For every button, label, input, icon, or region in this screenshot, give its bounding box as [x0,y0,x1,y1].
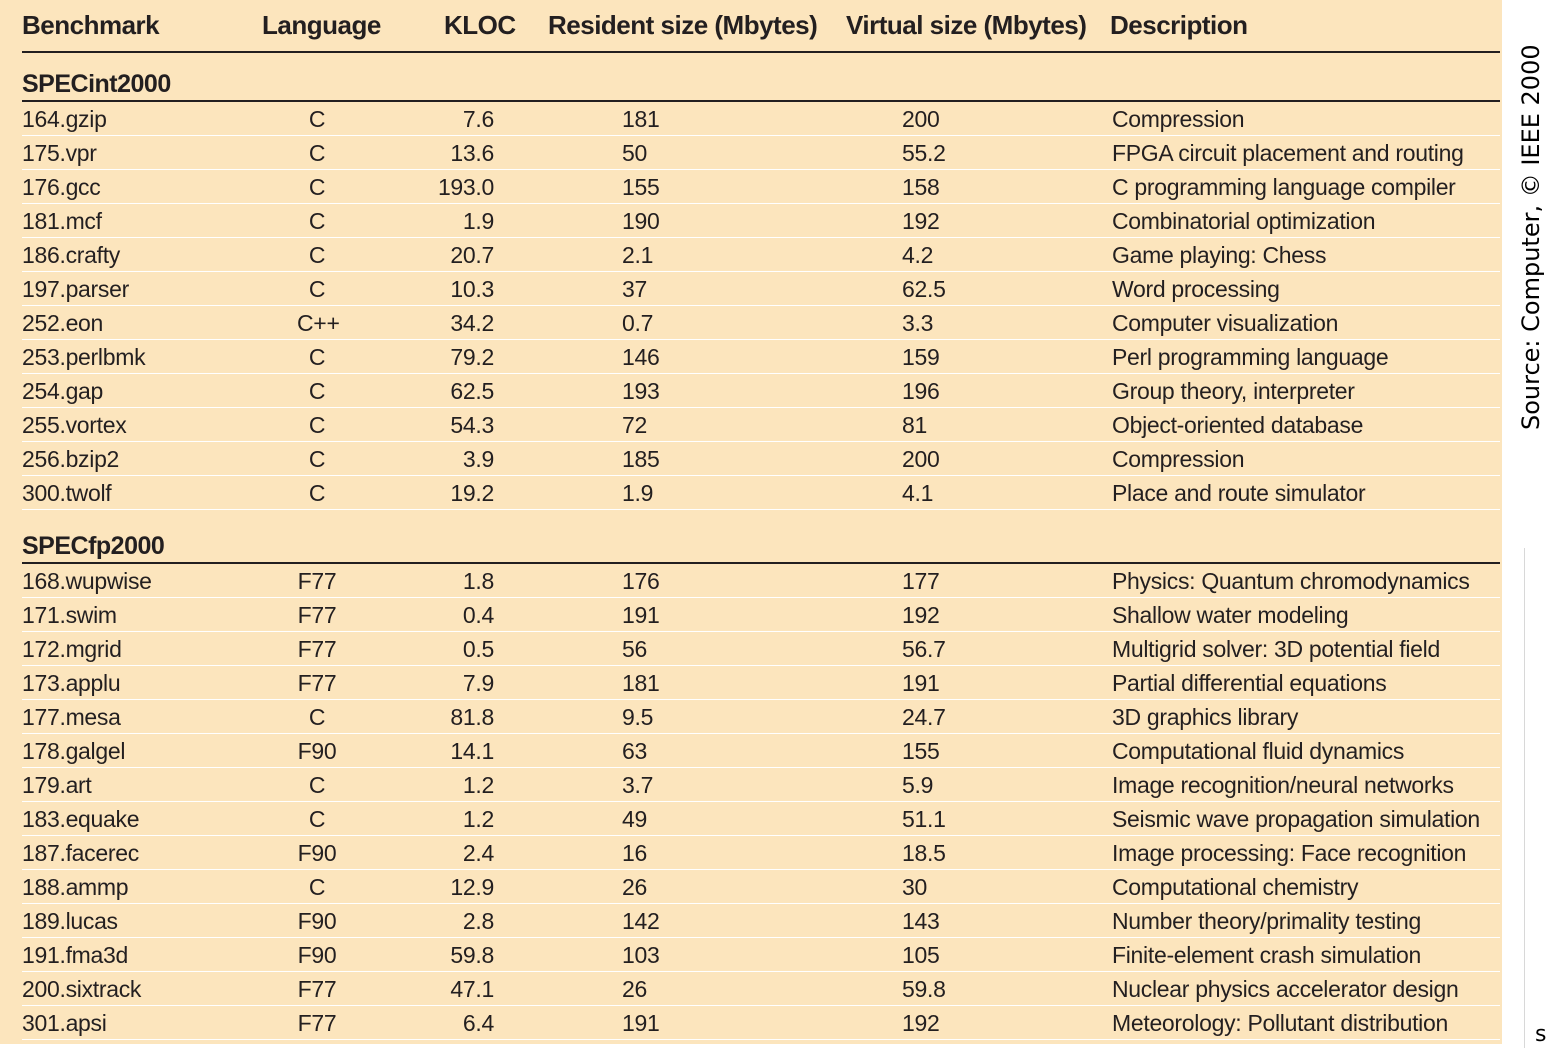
cell-kloc: 6.4 [462,1010,494,1036]
cell-kloc: 1.9 [462,208,494,234]
cell-resident-size: 176 [622,568,660,594]
header-benchmark: Benchmark [22,10,160,40]
cell-resident-size: 1.9 [622,480,654,506]
cell-resident-size: 155 [622,174,660,200]
cell-virtual-size: 191 [902,670,940,696]
cell-language: C [308,140,326,166]
cell-virtual-size: 5.9 [902,772,934,798]
cell-kloc: 2.8 [462,908,494,934]
table-row [22,938,1500,972]
cell-resident-size: 142 [622,908,660,934]
cell-virtual-size: 4.2 [902,242,934,268]
section-title [22,530,1500,562]
cell-resident-size: 50 [622,140,647,166]
cell-language: C [308,772,326,798]
cell-description: Place and route simulator [1112,480,1366,506]
cell-benchmark: 191.fma3d [22,942,128,968]
cell-benchmark: 181.mcf [22,208,102,234]
cell-language: F90 [297,840,337,866]
cell-description: Game playing: Chess [1112,242,1327,268]
cell-virtual-size: 24.7 [902,704,946,730]
cell-language: F77 [297,670,337,696]
cell-language: C++ [297,310,340,336]
table-row [22,306,1500,340]
cell-language: C [308,106,326,132]
cell-description: Number theory/primality testing [1112,908,1421,934]
table-row [22,734,1500,768]
cell-benchmark: 301.apsi [22,1010,107,1036]
cell-benchmark: 179.art [22,772,92,798]
cell-virtual-size: 159 [902,344,940,370]
cell-description: Compression [1112,106,1245,132]
table-row [22,340,1500,374]
cell-resident-size: 181 [622,106,660,132]
cell-resident-size: 49 [622,806,647,832]
cell-virtual-size: 200 [902,106,940,132]
table-row [22,700,1500,734]
table-row [22,272,1500,306]
cell-language: F77 [297,636,337,662]
cell-language: F77 [297,1010,337,1036]
table-row [22,170,1500,204]
cell-description: Seismic wave propagation simulation [1112,806,1480,832]
cell-description: Partial differential equations [1112,670,1387,696]
cell-virtual-size: 55.2 [902,140,946,166]
cell-resident-size: 56 [622,636,647,662]
cell-language: F77 [297,568,337,594]
cell-resident-size: 146 [622,344,660,370]
table-row [22,564,1500,598]
cell-description: Computational chemistry [1112,874,1359,900]
cell-virtual-size: 59.8 [902,976,946,1002]
cell-benchmark: 256.bzip2 [22,446,120,472]
table-header-row [22,0,1500,52]
cell-description: 3D graphics library [1112,704,1299,730]
table-row [22,442,1500,476]
table-row [22,904,1500,938]
cell-benchmark: 253.perlbmk [22,344,146,370]
cell-description: Combinatorial optimization [1112,208,1376,234]
cell-benchmark: 197.parser [22,276,129,302]
cell-language: C [308,276,326,302]
cell-kloc: 0.5 [462,636,494,662]
cell-benchmark: 300.twolf [22,480,112,506]
cell-virtual-size: 3.3 [902,310,934,336]
table-row [22,836,1500,870]
cell-resident-size: 185 [622,446,660,472]
cell-virtual-size: 192 [902,208,940,234]
cell-virtual-size: 155 [902,738,940,764]
table-row [22,374,1500,408]
cell-description: C programming language compiler [1112,174,1456,200]
cell-language: C [308,480,326,506]
cell-kloc: 7.6 [462,106,494,132]
cell-virtual-size: 56.7 [902,636,946,662]
header-description: Description [1110,10,1248,40]
cell-description: Group theory, interpreter [1112,378,1355,404]
cell-language: C [308,174,326,200]
cell-benchmark: 186.crafty [22,242,120,268]
cell-kloc: 1.8 [462,568,494,594]
cell-resident-size: 190 [622,208,660,234]
cell-virtual-size: 51.1 [902,806,946,832]
cell-resident-size: 191 [622,602,660,628]
cell-resident-size: 9.5 [622,704,654,730]
cell-kloc: 14.1 [450,738,494,764]
cell-kloc: 79.2 [450,344,494,370]
section-title-text: SPECfp2000 [22,532,165,560]
cell-kloc: 1.2 [462,806,494,832]
table-row [22,972,1500,1006]
cell-language: C [308,412,326,438]
cell-virtual-size: 158 [902,174,940,200]
cell-benchmark: 173.applu [22,670,121,696]
cell-kloc: 7.9 [462,670,494,696]
cell-kloc: 10.3 [450,276,494,302]
cell-description: Compression [1112,446,1245,472]
header-divider [22,51,1500,53]
header-kloc: KLOC [444,10,516,40]
table-row [22,476,1500,510]
cell-language: C [308,242,326,268]
cell-description: Object-oriented database [1112,412,1364,438]
cell-virtual-size: 200 [902,446,940,472]
cell-virtual-size: 4.1 [902,480,934,506]
cell-kloc: 12.9 [450,874,494,900]
cell-resident-size: 72 [622,412,647,438]
cell-description: Physics: Quantum chromodynamics [1112,568,1470,594]
cell-description: Perl programming language [1112,344,1389,370]
cell-virtual-size: 18.5 [902,840,946,866]
cell-benchmark: 254.gap [22,378,104,404]
cell-description: Finite-element crash simulation [1112,942,1421,968]
cell-description: Multigrid solver: 3D potential field [1112,636,1440,662]
cell-benchmark: 200.sixtrack [22,976,142,1002]
cell-kloc: 19.2 [450,480,494,506]
cell-resident-size: 193 [622,378,660,404]
cell-virtual-size: 143 [902,908,940,934]
cell-resident-size: 103 [622,942,660,968]
cell-language: C [308,208,326,234]
cell-language: C [308,874,326,900]
cell-description: Word processing [1112,276,1280,302]
cell-language: F77 [297,602,337,628]
cell-resident-size: 191 [622,1010,660,1036]
source-credit: Source: Computer, © IEEE 2000 [1517,44,1545,430]
cell-language: C [308,378,326,404]
cell-kloc: 54.3 [450,412,494,438]
cell-benchmark: 188.ammp [22,874,129,900]
side-panel [1524,548,1549,1048]
cell-virtual-size: 192 [902,1010,940,1036]
cell-kloc: 13.6 [450,140,494,166]
table-row [22,870,1500,904]
cell-language: C [308,446,326,472]
cell-benchmark: 178.galgel [22,738,126,764]
cell-resident-size: 0.7 [622,310,654,336]
cell-language: F77 [297,976,337,1002]
table-row [22,136,1500,170]
cell-kloc: 47.1 [450,976,494,1002]
table-row [22,598,1500,632]
cell-virtual-size: 177 [902,568,940,594]
cell-language: F90 [297,908,337,934]
cell-virtual-size: 81 [902,412,927,438]
header-resident-size: Resident size (Mbytes) [548,10,818,40]
cell-kloc: 193.0 [437,174,494,200]
cell-resident-size: 26 [622,976,647,1002]
cell-language: F90 [297,738,337,764]
cell-virtual-size: 30 [902,874,927,900]
cell-description: Image processing: Face recognition [1112,840,1467,866]
cell-kloc: 1.2 [462,772,494,798]
table-row [22,632,1500,666]
cell-resident-size: 2.1 [622,242,654,268]
table-row [22,102,1500,136]
cell-kloc: 0.4 [462,602,494,628]
cell-kloc: 81.8 [450,704,494,730]
cell-description: Meteorology: Pollutant distribution [1112,1010,1448,1036]
cell-benchmark: 183.equake [22,806,140,832]
cell-benchmark: 255.vortex [22,412,127,438]
cell-virtual-size: 62.5 [902,276,946,302]
cell-virtual-size: 196 [902,378,940,404]
cell-benchmark: 168.wupwise [22,568,152,594]
table-row [22,666,1500,700]
cell-description: Image recognition/neural networks [1112,772,1454,798]
section-title [22,68,1500,100]
table-row [22,768,1500,802]
table-row [22,238,1500,272]
cell-benchmark: 252.eon [22,310,104,336]
cell-resident-size: 26 [622,874,647,900]
cell-language: C [308,704,326,730]
cell-description: Computer visualization [1112,310,1339,336]
cell-virtual-size: 105 [902,942,940,968]
header-virtual-size: Virtual size (Mbytes) [846,10,1087,40]
cell-language: C [308,806,326,832]
cell-benchmark: 171.swim [22,602,117,628]
cell-language: F90 [297,942,337,968]
header-language: Language [262,10,381,40]
cell-kloc: 2.4 [462,840,494,866]
cell-benchmark: 189.lucas [22,908,118,934]
cell-resident-size: 181 [622,670,660,696]
cell-description: Computational fluid dynamics [1112,738,1405,764]
cell-virtual-size: 192 [902,602,940,628]
cell-resident-size: 37 [622,276,647,302]
cell-kloc: 62.5 [450,378,494,404]
section-title-text: SPECint2000 [22,70,171,98]
cell-resident-size: 3.7 [622,772,654,798]
cell-benchmark: 177.mesa [22,704,121,730]
cell-resident-size: 63 [622,738,647,764]
cell-kloc: 3.9 [462,446,494,472]
cell-benchmark: 176.gcc [22,174,101,200]
cell-benchmark: 164.gzip [22,106,107,132]
cell-resident-size: 16 [622,840,647,866]
table-row [22,1006,1500,1040]
cell-benchmark: 187.facerec [22,840,139,866]
cell-language: C [308,344,326,370]
cell-kloc: 20.7 [450,242,494,268]
cell-description: Shallow water modeling [1112,602,1349,628]
cell-kloc: 59.8 [450,942,494,968]
table-row [22,204,1500,238]
side-panel-glyph: s [1535,1022,1547,1047]
table-row [22,408,1500,442]
cell-benchmark: 175.vpr [22,140,97,166]
cell-benchmark: 172.mgrid [22,636,122,662]
table-row [22,802,1500,836]
cell-kloc: 34.2 [450,310,494,336]
cell-description: FPGA circuit placement and routing [1112,140,1464,166]
cell-description: Nuclear physics accelerator design [1112,976,1459,1002]
